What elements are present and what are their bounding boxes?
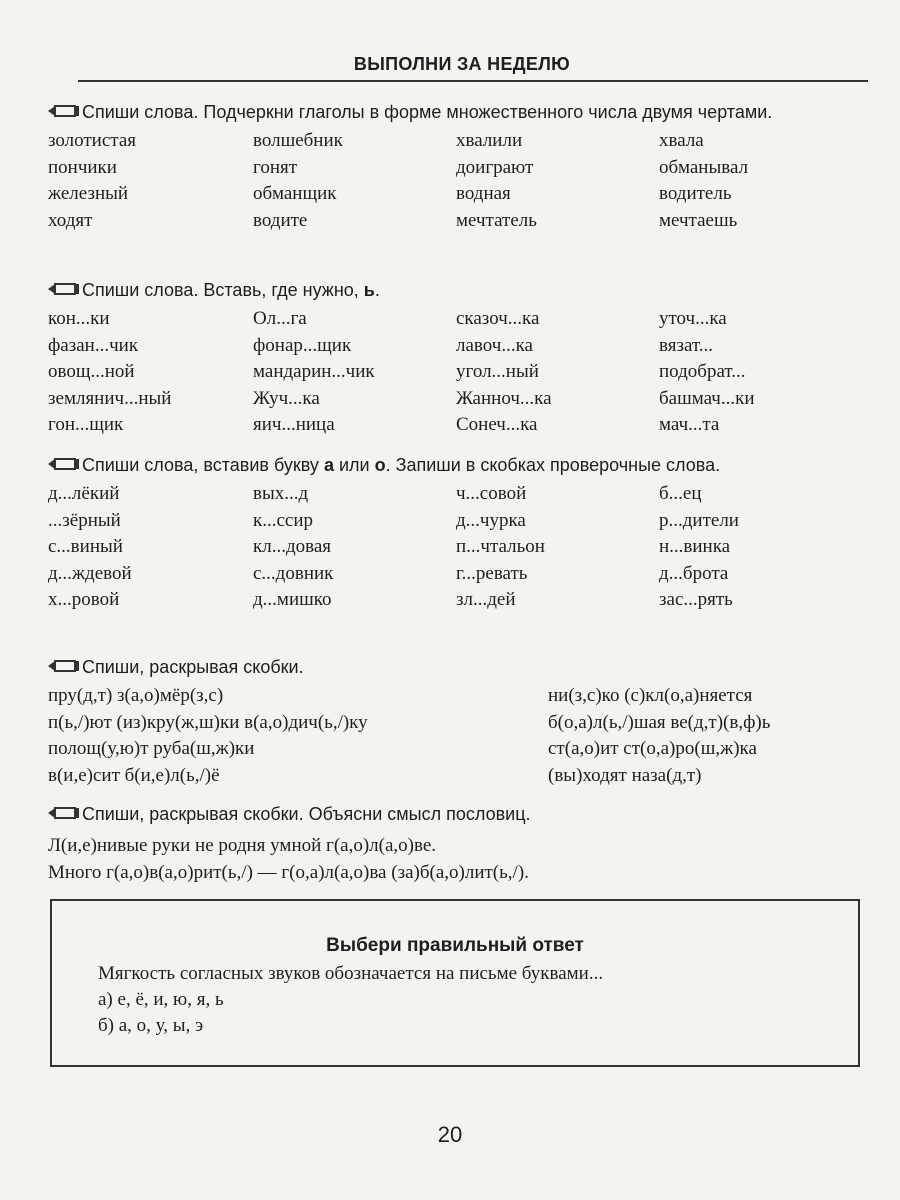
word: сказоч...ка: [456, 308, 540, 329]
word: водная: [456, 183, 511, 204]
task-1-word-grid: [48, 128, 868, 234]
proverb: Много г(а,о)в(а,о)рит(ь,/) — г(о,а)л(а,о)ва (за)б(а,о)лит(ь,/).: [48, 862, 529, 883]
word: х...ровой: [48, 589, 120, 610]
word: к...ссир: [253, 509, 314, 531]
phrase: ст(а,о)ит ст(о,а)ро(ш,ж)ка: [548, 738, 757, 759]
word: обманывал: [659, 156, 749, 178]
instruction-letter: о: [374, 455, 386, 475]
word: волшебник: [253, 130, 343, 151]
pencil-icon: [48, 104, 82, 120]
word: мандарин...чик: [253, 361, 375, 382]
word: д...чурка: [456, 509, 526, 531]
word: мечтатель: [456, 209, 537, 231]
task-5-heading: [48, 802, 868, 826]
page-header: [78, 52, 868, 82]
task-5-instruction: Спиши, раскрывая скобки. Объясни смысл пословиц.: [82, 804, 531, 824]
word: Ол...га: [253, 308, 307, 329]
word: гон...щик: [48, 414, 124, 435]
word: кон...ки: [48, 308, 110, 329]
task-1: [48, 100, 868, 234]
instruction-text: или: [333, 455, 375, 475]
word: угол...ный: [456, 361, 539, 382]
word: хвала: [659, 130, 704, 151]
word: р...дители: [659, 509, 739, 531]
word: уточ...ка: [659, 308, 727, 329]
word: с...виный: [48, 536, 123, 557]
pencil-icon: [48, 806, 82, 822]
instruction-text: Спиши слова. Вставь, где нужно,: [82, 280, 364, 300]
word: с...довник: [253, 562, 334, 584]
word: золотистая: [48, 130, 136, 151]
word: овощ...ной: [48, 361, 135, 382]
word: мач...та: [659, 414, 720, 435]
word: фонар...щик: [253, 334, 352, 356]
proverbs: [48, 832, 868, 886]
word: водите: [253, 209, 308, 231]
word: обманщик: [253, 183, 337, 204]
word: Жанноч...ка: [456, 387, 552, 409]
word: д...брота: [659, 562, 729, 584]
word: вязат...: [659, 334, 714, 356]
quiz-question: Мягкость согласных звуков обозначается на письме буквами...: [98, 963, 604, 984]
word: доиграют: [456, 156, 534, 178]
word: башмач...ки: [659, 387, 755, 409]
task-3-word-grid: [48, 481, 868, 614]
word: кл...довая: [253, 536, 332, 557]
word: Сонеч...ка: [456, 414, 538, 435]
word: лавоч...ка: [456, 334, 533, 356]
word: д...ждевой: [48, 562, 132, 584]
word: г...ревать: [456, 562, 528, 584]
task-2: [48, 278, 868, 439]
word: вых...д: [253, 483, 309, 504]
word: Жуч...ка: [253, 387, 320, 409]
instruction-text: . Запиши в скобках проверочные слова.: [385, 455, 721, 475]
word: землянич...ный: [48, 387, 172, 409]
word: д...мишко: [253, 589, 332, 610]
task-2-heading: [48, 278, 868, 302]
header-title: ВЫПОЛНИ ЗА НЕДЕЛЮ: [353, 54, 570, 74]
pencil-icon: [48, 282, 82, 298]
task-4-heading: [48, 655, 868, 679]
task-5: [48, 802, 868, 886]
quiz-option-a: а) е, ё, и, ю, я, ь: [98, 989, 224, 1010]
task-1-heading: [48, 100, 868, 124]
word: н...винка: [659, 536, 731, 557]
word: зл...дей: [456, 589, 516, 610]
task-4-instruction: Спиши, раскрывая скобки.: [82, 657, 304, 677]
word: хвалили: [456, 130, 523, 151]
word: яич...ница: [253, 414, 335, 435]
task-3-heading: [48, 453, 868, 477]
phrase: полощ(у,ю)т руба(ш,ж)ки: [48, 738, 255, 759]
task-4-phrase-grid: [48, 683, 868, 789]
pencil-icon: [48, 659, 82, 675]
pencil-icon: [48, 457, 82, 473]
quiz-option-b: б) а, о, у, ы, э: [98, 1015, 204, 1036]
task-2-instruction: [82, 278, 868, 302]
word: железный: [48, 183, 129, 204]
quiz-box: [50, 899, 860, 1067]
task-3-instruction: [82, 453, 868, 477]
word: гонят: [253, 156, 298, 178]
task-1-instruction: Спиши слова. Подчеркни глаголы в форме множественного числа двумя чертами.: [82, 102, 773, 122]
word: ...зёрный: [48, 509, 121, 531]
page-number: 20: [437, 1122, 463, 1147]
word: ходят: [48, 209, 93, 231]
word: п...чтальон: [456, 536, 545, 557]
word: зас...рять: [659, 589, 733, 610]
phrase: п(ь,/)ют (из)кру(ж,ш)ки в(а,о)дич(ь,/)ку: [48, 711, 368, 733]
phrase: (вы)ходят наза(д,т): [548, 764, 702, 786]
quiz-title: Выбери правильный ответ: [326, 935, 584, 956]
phrase: б(о,а)л(ь,/)шая ве(д,т)(в,ф)ь: [548, 711, 771, 733]
instruction-letter: а: [323, 455, 334, 475]
instruction-letter: ь: [363, 280, 375, 300]
phrase: в(и,е)сит б(и,е)л(ь,/)ё: [48, 764, 220, 786]
word: водитель: [659, 183, 732, 204]
word: б...ец: [659, 483, 702, 504]
word: д...лёкий: [48, 483, 120, 504]
instruction-text: Спиши слова, вставив букву: [82, 455, 324, 475]
proverb: Л(и,е)нивые руки не родня умной г(а,о)л(а,о)ве.: [48, 835, 437, 856]
word: подобрат...: [659, 361, 746, 382]
phrase: ни(з,с)ко (с)кл(о,а)няется: [548, 685, 753, 706]
task-2-word-grid: [48, 306, 868, 439]
instruction-text: .: [374, 280, 380, 300]
word: мечтаешь: [659, 209, 738, 231]
word: фазан...чик: [48, 334, 139, 356]
phrase: пру(д,т) з(а,о)мёр(з,с): [48, 685, 224, 706]
task-3: [48, 453, 868, 614]
task-4: [48, 655, 868, 789]
word: пончики: [48, 156, 117, 178]
word: ч...совой: [456, 483, 527, 504]
